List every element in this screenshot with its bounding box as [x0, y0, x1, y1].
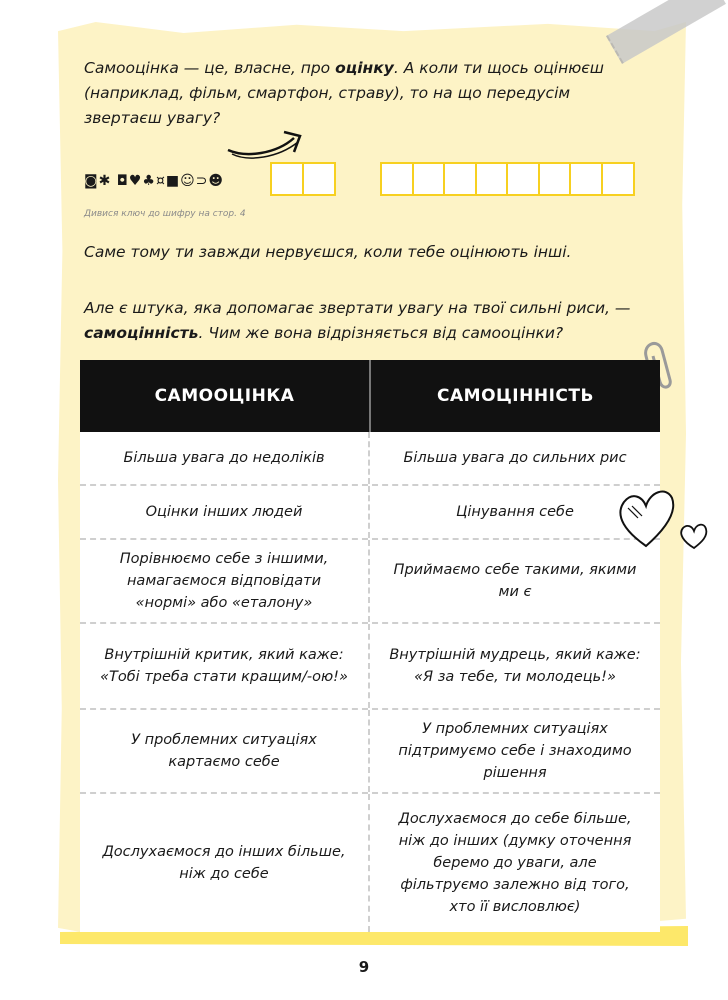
arrow-icon [226, 124, 306, 164]
answer-box[interactable] [270, 162, 304, 196]
table-row [80, 486, 660, 540]
answer-box[interactable] [443, 162, 477, 196]
cell-right: Внутрішній мудрець, який каже: «Я за тебе, ти молодець!» [389, 647, 641, 685]
paragraph-3-bold: самоцінність [84, 324, 199, 342]
cell-right: Дослухаємося до себе більше, ніж до інших (думку оточення беремо до уваги, але фільтруємо залежно від того, хто її висловлює) [398, 811, 632, 915]
table-row [80, 540, 660, 624]
answer-box[interactable] [538, 162, 572, 196]
cell-left: Оцінки інших людей [80, 486, 370, 538]
table-row [80, 794, 660, 932]
answer-box[interactable] [506, 162, 540, 196]
intro-text-part-2: . А коли ти щось оцінюєш (наприклад, фільм, смартфон, страву), то на що передусім звертаєш увагу? [84, 59, 604, 127]
cell-right: Приймаємо себе такими, якими ми є [393, 562, 637, 600]
cell-left: Більша увага до недоліків [80, 432, 370, 484]
header-self-worth: САМОЦІННІСТЬ [437, 386, 594, 406]
paragraph-3-text-a: Але є штука, яка допомагає звертати увагу на твої сильні риси, — [84, 299, 631, 317]
table-row [80, 624, 660, 710]
paragraph-3-text-b: . Чим же вона відрізняється від самооцінки? [198, 324, 564, 342]
hearts-doodle-icon [612, 484, 712, 556]
header-self-esteem: САМООЦІНКА [80, 360, 371, 432]
cipher-hint: Дивися ключ до шифру на стор. 4 [84, 209, 246, 219]
answer-box[interactable] [380, 162, 414, 196]
answer-box[interactable] [569, 162, 603, 196]
cell-right: Цінування себе [456, 504, 574, 520]
intro-text-part-1: Самооцінка — це, власне, про [84, 59, 336, 77]
cell-left: Порівнюємо себе з іншими, намагаємося відповідати «нормі» або «еталону» [80, 540, 370, 622]
answer-box[interactable] [302, 162, 336, 196]
cell-left: У проблемних ситуаціях картаємо себе [80, 710, 370, 792]
comparison-table [80, 360, 660, 932]
answer-box[interactable] [601, 162, 635, 196]
cell-right: Більша увага до сильних рис [403, 450, 627, 466]
intro-bold-word: оцінку [335, 59, 394, 77]
page-number: 9 [358, 958, 370, 976]
paragraph-3 [84, 296, 644, 346]
table-row [80, 432, 660, 486]
intro-paragraph [84, 56, 644, 131]
table-header [80, 360, 660, 432]
cell-left: Внутрішній критик, який каже: «Тобі треба стати кращим/-ою!» [80, 624, 370, 708]
answer-box[interactable] [412, 162, 446, 196]
cell-left: Дослухаємося до інших більше, ніж до себе [80, 794, 370, 932]
table-row [80, 710, 660, 794]
answer-boxes-word-1 [270, 162, 333, 196]
paragraph-2: Саме тому ти завжди нервуєшся, коли тебе оцінюють інші. [84, 243, 572, 261]
answer-boxes-word-2 [380, 162, 632, 196]
answer-box[interactable] [475, 162, 509, 196]
cell-right: У проблемних ситуаціях підтримуємо себе і знаходимо рішення [398, 721, 632, 781]
cipher-glyphs: ◙✱ ◘♥♣¤■☺⊃☻ [84, 173, 224, 189]
